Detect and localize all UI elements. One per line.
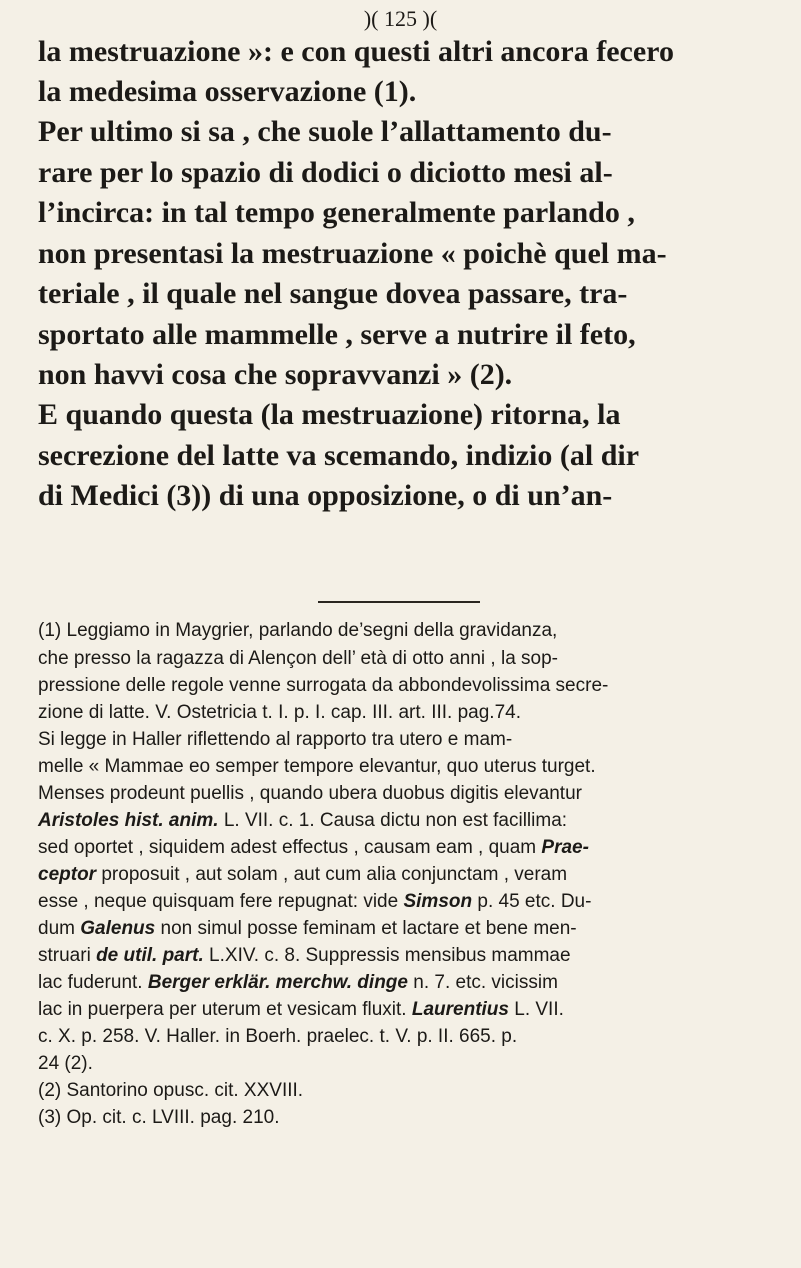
footnote-line (38, 944, 571, 967)
footnote-line (38, 917, 577, 940)
body-line: la mestruazione »: e con questi altri ancora fecero (38, 35, 674, 68)
body-line: la medesima osservazione (1). (38, 75, 417, 108)
footnote-italic-run: Berger erklär. merchw. dinge (147, 972, 408, 993)
page-number: )( 125 )( (363, 6, 438, 31)
footnote-run: sed oportet , siquidem adest effectus , causam eam , quam (38, 837, 542, 858)
body-line: sportato alle mammelle , serve a nutrire il feto, (38, 318, 636, 351)
footnote-run: Si legge in Haller riflettendo al rapporto tra utero e mam- (38, 729, 513, 750)
footnote-line (38, 728, 512, 751)
footnote-italic-run: Galenus (80, 918, 156, 939)
footnote-run: zione di latte. V. Ostetricia t. I. p. I. cap. III. art. III. pag.74. (38, 702, 521, 723)
footnote-run: che presso la ragazza di Alençon dell’ età di otto anni , la sop- (38, 648, 559, 669)
footnote-run: L. VII. c. 1. Causa dictu non est facillima: (218, 810, 568, 831)
footnote-italic-run: Prae- (541, 837, 589, 858)
footnote-run: (2) Santorino opusc. cit. XXVIII. (38, 1080, 304, 1101)
footnote-line (38, 619, 557, 642)
body-line: teriale , il quale nel sangue dovea passare, tra- (38, 277, 628, 310)
footnote-run: p. 45 etc. Du- (472, 891, 592, 912)
footnote-line (38, 1052, 93, 1075)
footnote-line (38, 809, 567, 832)
footnote-run: struari (38, 945, 97, 966)
footnote-run: (1) Leggiamo in Maygrier, parlando de’segni della gravidanza, (38, 620, 558, 641)
footnote-italic-run: Laurentius (411, 999, 509, 1020)
footnote-run: n. 7. etc. vicissim (407, 972, 558, 993)
footnote-run: lac fuderunt. (38, 972, 148, 993)
body-line: l’incirca: in tal tempo generalmente parlando , (38, 196, 635, 229)
footnote-line (38, 863, 567, 886)
footnote-run: Menses prodeunt puellis , quando ubera duobus digitis elevantur (38, 783, 582, 804)
body-line: E quando questa (la mestruazione) ritorna, la (38, 398, 621, 431)
body-line: Per ultimo si sa , che suole l’allattamento du- (38, 115, 612, 148)
footnote-line (38, 1079, 303, 1102)
footnote-italic-run: de util. part. (96, 945, 204, 966)
footnote-run: (3) Op. cit. c. LVIII. pag. 210. (38, 1107, 280, 1128)
footnote-italic-run: ceptor (38, 864, 97, 885)
footnote-line (38, 782, 582, 805)
footnote-line (38, 701, 521, 724)
footnote-line (38, 647, 558, 670)
footnote-run: 24 (2). (38, 1053, 93, 1074)
footnote-divider (318, 601, 480, 603)
footnote-line (38, 836, 589, 859)
footnote-run: non simul posse feminam et lactare et bene men- (155, 918, 577, 939)
footnote-run: L.XIV. c. 8. Suppressis mensibus mammae (203, 945, 571, 966)
footnote-run: esse , neque quisquam fere repugnat: vide (38, 891, 404, 912)
body-line: secrezione del latte va scemando, indizio (al dir (38, 439, 640, 472)
footnote-line (38, 755, 596, 778)
footnote-italic-run: Aristoles hist. anim. (38, 810, 219, 831)
body-line: non presentasi la mestruazione « poichè quel ma- (38, 237, 667, 270)
footnote-run: lac in puerpera per uterum et vesicam fluxit. (38, 999, 412, 1020)
footnote-line (38, 1025, 517, 1048)
footnote-line (38, 971, 558, 994)
body-line: di Medici (3)) di una opposizione, o di un’an- (38, 479, 613, 512)
footnote-run: proposuit , aut solam , aut cum alia conjunctam , veram (96, 864, 568, 885)
footnote-line (38, 1106, 279, 1129)
footnote-line (38, 674, 608, 697)
body-line: non havvi cosa che sopravvanzi » (2). (38, 358, 513, 391)
footnote-run: dum (38, 918, 81, 939)
footnote-run: L. VII. (508, 999, 564, 1020)
footnote-italic-run: Simson (403, 891, 473, 912)
footnote-run: c. X. p. 258. V. Haller. in Boerh. praelec. t. V. p. II. 665. p. (38, 1026, 518, 1047)
footnote-run: melle « Mammae eo semper tempore elevantur, quo uterus turget. (38, 756, 596, 777)
footnote-line (38, 998, 564, 1021)
body-line: rare per lo spazio di dodici o diciotto mesi al- (38, 156, 613, 189)
footnote-line (38, 890, 591, 913)
footnote-run: pressione delle regole venne surrogata da abbondevolissima secre- (38, 675, 609, 696)
